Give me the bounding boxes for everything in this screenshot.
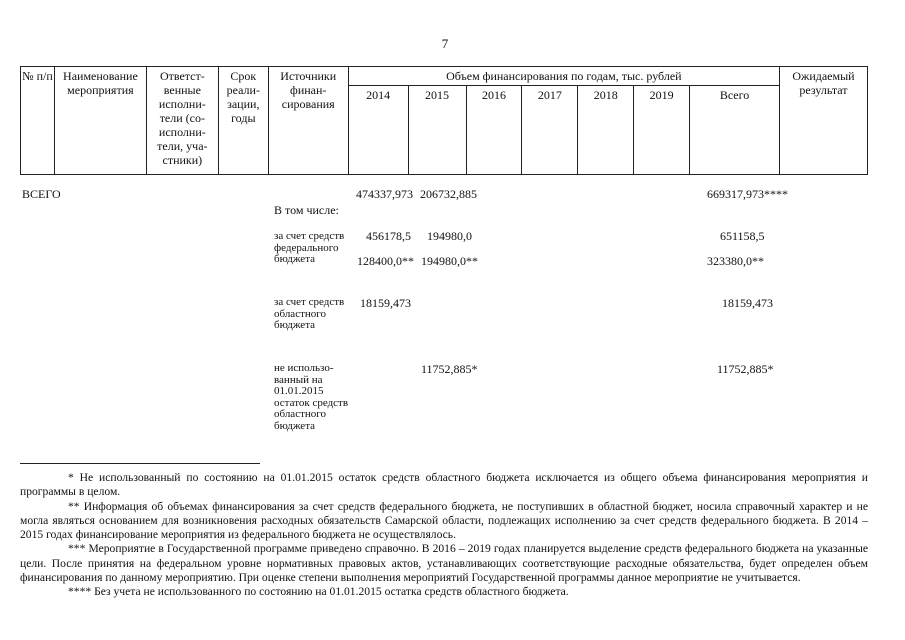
regional-2014: 18159,473 [360, 296, 411, 310]
header-year-2014: 2014 [348, 86, 408, 175]
header-num: № п/п [21, 67, 55, 175]
total-2015: 206732,885 [420, 187, 477, 201]
header-name: Наименование мероприятия [54, 67, 146, 175]
regional-label: за счет средств областного бюджета [274, 296, 345, 332]
total-sum: 669317,973**** [707, 187, 788, 201]
header-year-2017: 2017 [522, 86, 578, 175]
incl-label: В том числе: [274, 203, 339, 217]
header-year-2015: 2015 [408, 86, 466, 175]
footnote-3: *** Мероприятие в Государственной программе приведено справочно. В 2016 – 2019 годах планируется выделение средств федерального бюджета на указанные цели. После принятия на федеральном уровне нормативных правовых актов, устанавливающих соответствующие расходные обязательства, будет определен объем финансирования по данному мероприятию. При оценке степени выполнения мероприятий Государственной программы данное мероприятие не учитывается. [20, 542, 868, 585]
header-result: Ожидаемый результат [779, 67, 867, 175]
total-label: ВСЕГО [22, 187, 61, 201]
total-2014: 474337,973 [356, 187, 413, 201]
federal-2014: 456178,5 [366, 229, 411, 243]
header-term: Срок реали-зации, годы [218, 67, 268, 175]
regional-total: 18159,473 [722, 296, 773, 310]
footnote-2: ** Информация об объемах финансирования за счет средств федерального бюджета, не поступивших в областной бюджет, носила справочный характер и не могла являться основанием для возникновения расходных обязательств Самарской области, подлежащих исполнению за счет средств федерального бюджета. В 2014 – 2015 годах финансирование мероприятия из федерального бюджета не осуществлялось. [20, 499, 868, 542]
federal-2014-ref: 128400,0** [357, 254, 414, 268]
federal-total-ref: 323380,0** [707, 254, 764, 268]
unused-2015: 11752,885* [421, 362, 478, 376]
header-year-2019: 2019 [634, 86, 690, 175]
header-year-total: Всего [690, 86, 780, 175]
footnote-1: * Не использованный по состоянию на 01.01.2015 остаток средств областного бюджета исключается из общего объема финансирования мероприятия и программы в целом. [20, 471, 868, 499]
financing-table-header [20, 66, 868, 175]
footnote-divider [20, 463, 260, 464]
page-number: 7 [441, 36, 449, 51]
unused-total: 11752,885* [717, 362, 774, 376]
header-volume: Объем финансирования по годам, тыс. рублей [348, 67, 779, 86]
federal-label: за счет средств федерального бюджета [274, 230, 345, 266]
footnotes [20, 471, 868, 600]
header-responsible: Ответст-венные исполни-тели (со-исполни-тели, уча-стники) [146, 67, 218, 175]
unused-label: не использо-ванный на 01.01.2015 остаток средств областного бюджета [274, 362, 349, 432]
federal-2015: 194980,0 [427, 229, 472, 243]
federal-2015-ref: 194980,0** [421, 254, 478, 268]
federal-total: 651158,5 [720, 229, 765, 243]
header-year-2018: 2018 [578, 86, 634, 175]
footnote-4: **** Без учета не использованного по состоянию на 01.01.2015 остатка средств областного бюджета. [68, 585, 569, 599]
header-source: Источники финан-сирования [268, 67, 348, 175]
header-year-2016: 2016 [466, 86, 522, 175]
